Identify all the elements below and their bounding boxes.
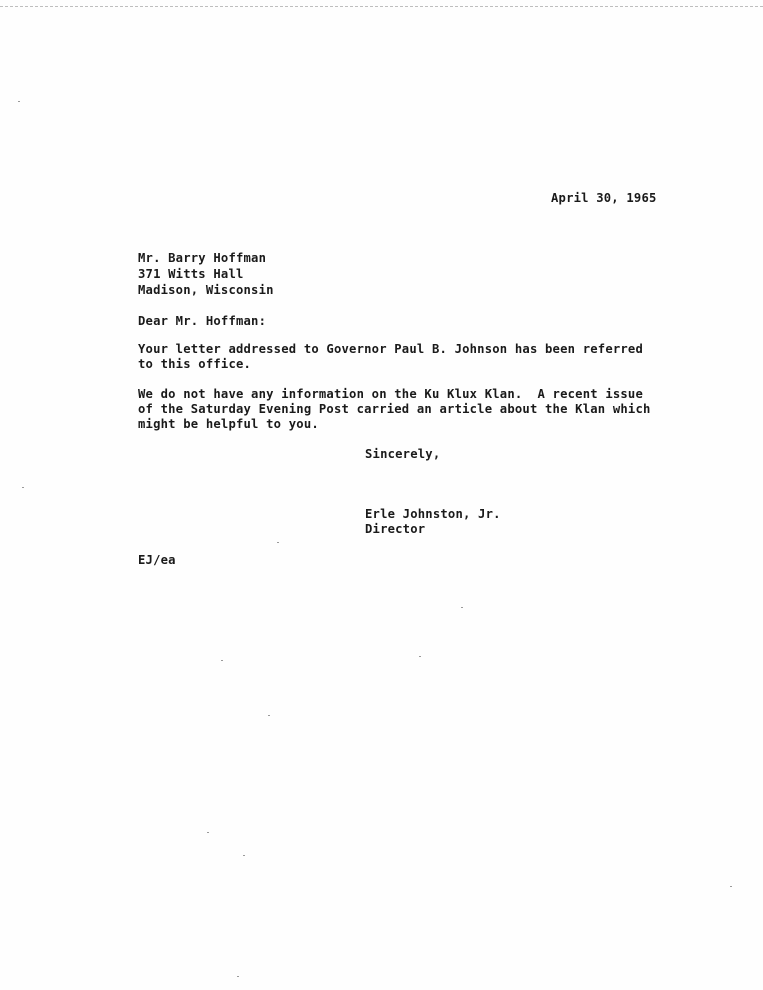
scan-speck bbox=[730, 886, 732, 887]
scan-speck bbox=[237, 976, 239, 977]
signer-name: Erle Johnston, Jr. bbox=[365, 507, 501, 521]
scan-speck bbox=[243, 855, 245, 856]
salutation: Dear Mr. Hoffman: bbox=[138, 314, 267, 328]
scan-speck bbox=[22, 487, 24, 488]
body-paragraph-2-line-3: might be helpful to you. bbox=[138, 417, 319, 431]
signer-title: Director bbox=[365, 522, 426, 536]
closing: Sincerely, bbox=[365, 447, 441, 461]
recipient-name: Mr. Barry Hoffman bbox=[138, 251, 267, 265]
recipient-address-line-1: 371 Witts Hall bbox=[138, 267, 244, 281]
scan-speck bbox=[277, 542, 279, 543]
body-paragraph-1-line-2: to this office. bbox=[138, 357, 252, 371]
scan-speck bbox=[461, 607, 463, 608]
scan-speck bbox=[221, 660, 223, 661]
body-paragraph-2-line-2: of the Saturday Evening Post carried an article about the Klan which bbox=[138, 402, 651, 416]
scan-speck bbox=[419, 656, 421, 657]
scan-speck bbox=[268, 715, 270, 716]
body-paragraph-2-line-1: We do not have any information on the Ku Klux Klan. A recent issue bbox=[138, 387, 644, 401]
scan-speck bbox=[207, 832, 209, 833]
scan-speck bbox=[18, 101, 20, 102]
reference-initials: EJ/ea bbox=[138, 553, 176, 567]
recipient-address-line-2: Madison, Wisconsin bbox=[138, 283, 274, 297]
body-paragraph-1-line-1: Your letter addressed to Governor Paul B. Johnson has been referred bbox=[138, 342, 644, 356]
letter-date: April 30, 1965 bbox=[551, 191, 657, 205]
page-top-edge bbox=[0, 0, 763, 7]
